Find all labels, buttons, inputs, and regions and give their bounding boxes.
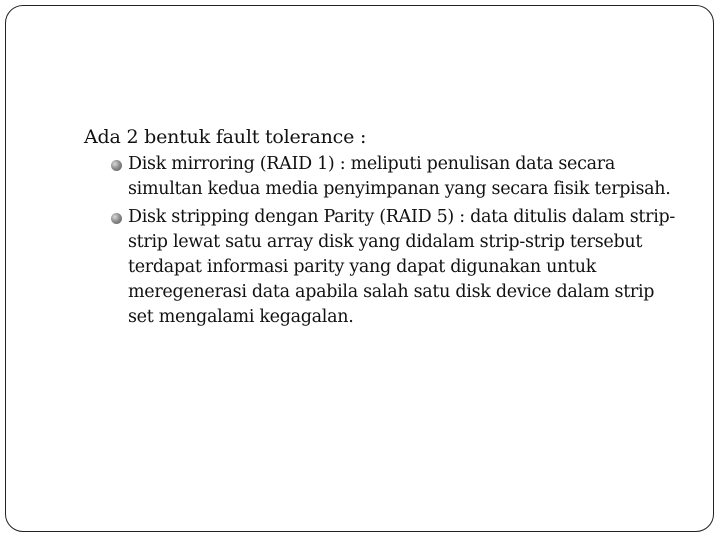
bullet-list: [84, 152, 684, 330]
bullet-text: Disk stripping dengan Parity (RAID 5) : data ditulis dalam strip-strip lewat satu array disk yang didalam strip-strip tersebut terdapat informasi parity yang dapat digunakan untuk meregenerasi data apabila salah satu disk device dalam strip set mengalami kegagalan.: [128, 207, 676, 327]
bullet-text: Disk mirroring (RAID 1) : meliputi penulisan data secara simultan kedua media penyimpanan yang secara fisik terpisah.: [128, 154, 671, 199]
slide-content: [84, 124, 684, 333]
bullet-dot-icon: [111, 160, 122, 171]
slide-heading: Ada 2 bentuk fault tolerance :: [84, 126, 367, 148]
bullet-item-disk-stripping: [110, 205, 684, 330]
slide-frame: [5, 5, 714, 532]
bullet-dot-icon: [111, 213, 122, 224]
bullet-item-disk-mirroring: [110, 152, 684, 202]
